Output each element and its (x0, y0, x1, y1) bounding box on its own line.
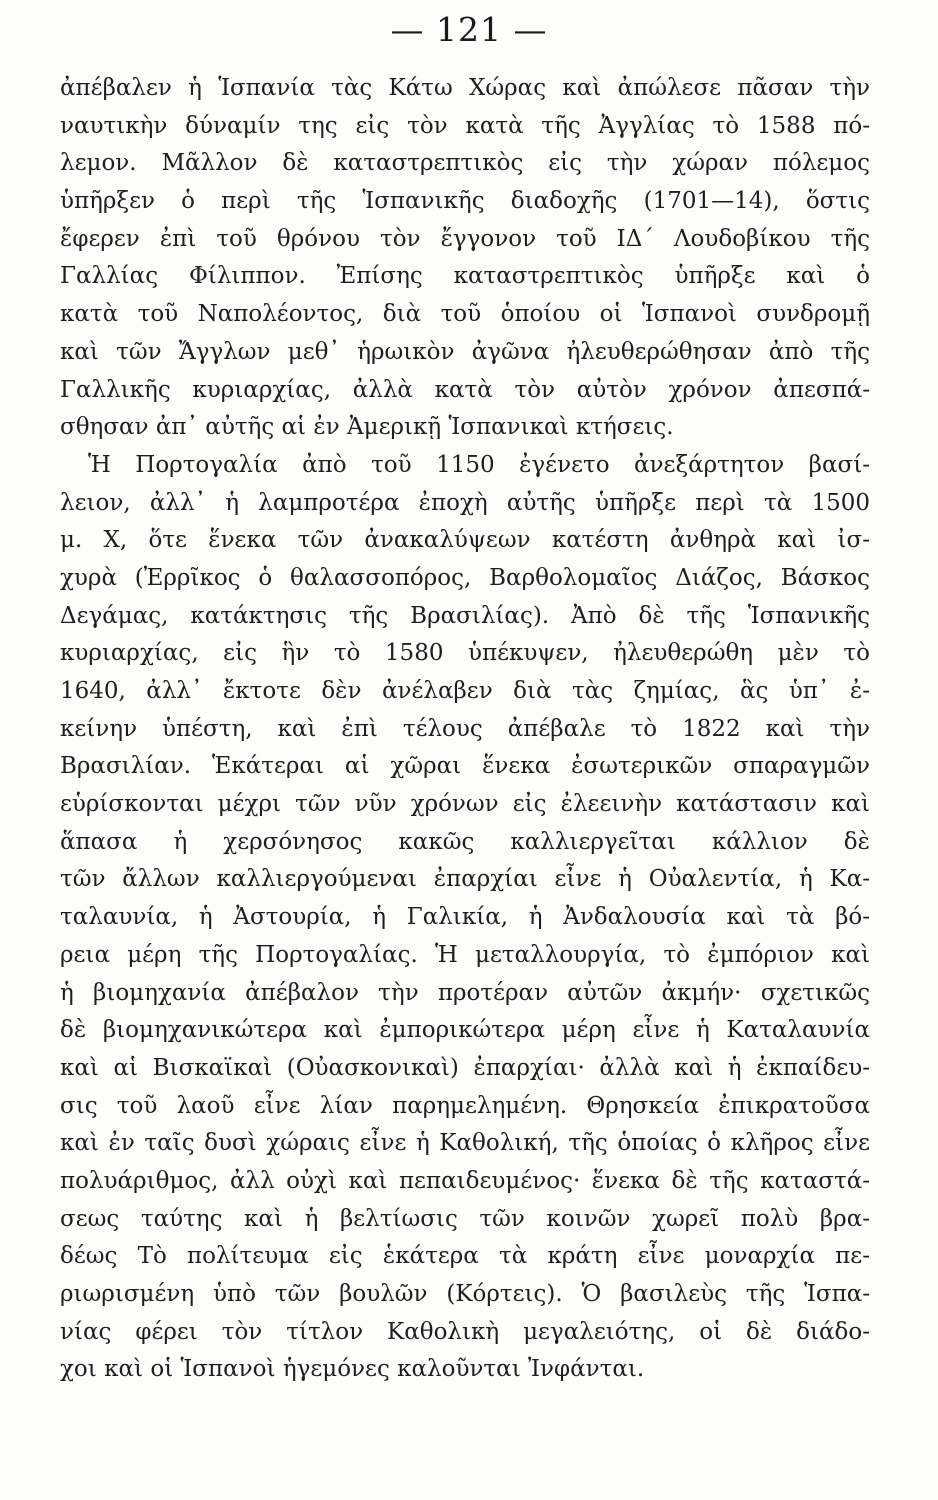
text-line: λειον, ἀλλ᾽ ἡ λαμπροτέρα ἐποχὴ αὐτῆς ὑπῆρξε περὶ τὰ 1500 (60, 489, 870, 516)
text-line: καὶ τῶν Ἄγγλων μεθ᾽ ἡρωικὸν ἀγῶνα ἠλευθερώθησαν ἀπὸ τῆς (60, 338, 870, 365)
text-line: καὶ ἐν ταῖς δυσὶ χώραις εἶνε ἡ Καθολική, τῆς ὁποίας ὁ κλῆρος εἶνε (60, 1130, 870, 1157)
text-line: πολυάριθμος, ἀλλ οὐχὶ καὶ πεπαιδευμένος· ἕνεκα δὲ τῆς καταστά- (60, 1167, 870, 1194)
text-line: σθησαν ἀπ᾽ αὐτῆς αἱ ἐν Ἀμερικῇ Ἱσπανικαὶ κτήσεις. (60, 414, 674, 441)
text-line: εὑρίσκονται μέχρι τῶν νῦν χρόνων εἰς ἐλεεινὴν κατάστασιν καὶ (60, 791, 870, 818)
paragraph-start-line: Ἡ Πορτογαλία ἀπὸ τοῦ 1150 ἐγένετο ἀνεξάρτητον βασί- (88, 451, 870, 478)
text-line: Βρασιλίαν. Ἑκάτεραι αἱ χῶραι ἕνεκα ἐσωτερικῶν σπαραγμῶν (60, 753, 870, 780)
text-line: 1640, ἀλλ᾽ ἔκτοτε δὲν ἀνέλαβεν διὰ τὰς ζημίας, ἃς ὑπ᾽ ἐ- (60, 678, 870, 704)
text-line: σις τοῦ λαοῦ εἶνε λίαν παρημελημένη. Θρησκεία ἐπικρατοῦσα (60, 1092, 870, 1119)
text-line: Γαλλικῆς κυριαρχίας, ἀλλὰ κατὰ τὸν αὐτὸν χρόνον ἀπεσπά- (60, 376, 870, 403)
text-line: καὶ αἱ Βισκαϊκαὶ (Οὐασκονικαὶ) ἐπαρχίαι· ἀλλὰ καὶ ἡ ἐκπαίδευ- (60, 1054, 870, 1081)
text-line: δὲ βιομηχανικώτερα καὶ ἐμπορικώτερα μέρη εἶνε ἡ Καταλαυνία (60, 1017, 870, 1044)
body-text (60, 70, 870, 1389)
text-line: τῶν ἄλλων καλλιεργούμεναι ἐπαρχίαι εἶνε ἡ Οὐαλεντία, ἡ Κα- (60, 866, 870, 893)
text-line: ἀπέβαλεν ἡ Ἱσπανία τὰς Κάτω Χώρας καὶ ἀπώλεσε πᾶσαν τὴν (60, 75, 870, 101)
text-line: ρεια μέρη τῆς Πορτογαλίας. Ἡ μεταλλουργία, τὸ ἐμπόριον καὶ (60, 941, 870, 968)
text-line: ναυτικὴν δύναμίν της εἰς τὸν κατὰ τῆς Ἀγγλίας τὸ 1588 πό- (60, 112, 870, 139)
text-line: ριωρισμένη ὑπὸ τῶν βουλῶν (Κόρτεις). Ὁ βασιλεὺς τῆς Ἱσπα- (60, 1281, 870, 1307)
text-line: δέως Τὸ πολίτευμα εἰς ἑκάτερα τὰ κράτη εἶνε μοναρχία πε- (60, 1243, 870, 1270)
page-number: — 121 — (390, 10, 548, 49)
text-line: ὑπῆρξεν ὁ περὶ τῆς Ἱσπανικῆς διαδοχῆς (1701—14), ὅστις (60, 188, 870, 215)
text-line: λεμον. Μᾶλλον δὲ καταστρεπτικὸς εἰς τὴν χώραν πόλεμος (60, 150, 870, 177)
text-line: Δεγάμας, κατάκτησις τῆς Βρασιλίας). Ἀπὸ δὲ τῆς Ἱσπανικῆς (60, 602, 870, 629)
text-line: σεως ταύτης καὶ ἡ βελτίωσις τῶν κοινῶν χωρεῖ πολὺ βρα- (60, 1205, 870, 1232)
text-line: ἔφερεν ἐπὶ τοῦ θρόνου τὸν ἔγγονον τοῦ ΙΔ΄ Λουδοβίκου τῆς (60, 225, 870, 252)
text-line: ταλαυνία, ἡ Ἀστουρία, ἡ Γαλικία, ἡ Ἀνδαλουσία καὶ τὰ βό- (60, 904, 870, 931)
text-line: χυρὰ (Ἐρρῖκος ὁ θαλασσοπόρος, Βαρθολομαῖος Διάζος, Βάσκος (60, 564, 870, 591)
text-line: κείνην ὑπέστη, καὶ ἐπὶ τέλους ἀπέβαλε τὸ 1822 καὶ τὴν (60, 715, 870, 742)
text-line: Γαλλίας Φίλιππον. Ἐπίσης καταστρεπτικὸς ὑπῆρξε καὶ ὁ (60, 263, 870, 290)
text-line: χοι καὶ οἱ Ἱσπανοὶ ἡγεμόνες καλοῦνται Ἰνφάνται. (60, 1356, 645, 1383)
text-line: κατὰ τοῦ Ναπολέοντος, διὰ τοῦ ὁποίου οἱ Ἱσπανοὶ συνδρομῇ (60, 301, 870, 328)
text-line: μ. Χ, ὅτε ἕνεκα τῶν ἀνακαλύψεων κατέστη ἀνθηρὰ καὶ ἰσ- (60, 527, 870, 554)
text-line: ἡ βιομηχανία ἀπέβαλον τὴν προτέραν αὐτῶν ἀκμήν· σχετικῶς (60, 979, 870, 1006)
text-line: ἅπασα ἡ χερσόνησος κακῶς καλλιεργεῖται κάλλιον δὲ (60, 828, 870, 855)
text-line: νίας φέρει τὸν τίτλον Καθολικὴ μεγαλειότης, οἱ δὲ διάδο- (60, 1318, 870, 1345)
text-line: κυριαρχίας, εἰς ἣν τὸ 1580 ὑπέκυψεν, ἠλευθερώθη μὲν τὸ (60, 640, 870, 667)
